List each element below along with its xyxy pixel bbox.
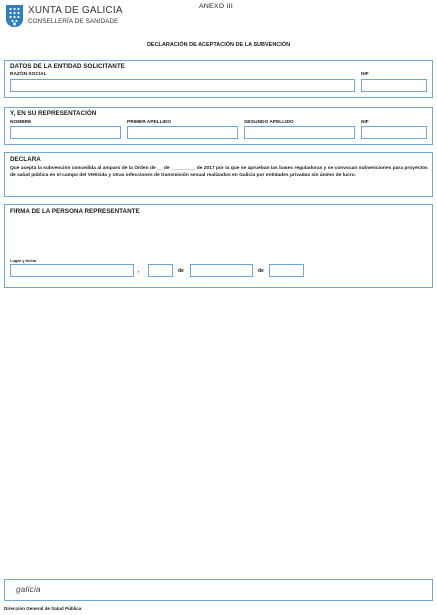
de-label-2: de [258, 268, 264, 274]
xunta-shield-icon [6, 5, 23, 27]
document-title: DECLARACIÓN DE ACEPTACIÓN DE LA SUBVENCIÓN [146, 42, 291, 48]
representative-section-title: Y, EN SU REPRESENTACIÓN [10, 110, 97, 117]
place-date-label: Lugar y fecha [10, 258, 37, 263]
org-name: XUNTA DE GALICIA [28, 5, 123, 16]
company-name-field[interactable] [10, 79, 355, 92]
entity-section-title: DATOS DE LA ENTIDAD SOLICITANTE [10, 63, 125, 70]
second-surname-label: SEGUNDO APELLIDO [244, 120, 294, 125]
month-field[interactable] [190, 264, 253, 277]
entity-nif-field[interactable] [361, 79, 427, 92]
year-field[interactable] [269, 264, 304, 277]
entity-nif-label: NIF [361, 72, 369, 77]
de-label-1: de [178, 268, 184, 274]
footer-text: Dirección General de Salud Pública [4, 606, 82, 611]
day-field[interactable] [148, 264, 173, 277]
second-surname-field[interactable] [244, 126, 355, 139]
place-field[interactable] [10, 264, 134, 277]
first-surname-field[interactable] [127, 126, 238, 139]
company-name-label: RAZÓN SOCIAL [10, 72, 47, 77]
footer-bar [4, 579, 433, 601]
department-name: CONSELLERÍA DE SANIDADE [28, 18, 119, 25]
representative-nif-field[interactable] [361, 126, 427, 139]
declaration-section-title: DECLARA [10, 156, 41, 163]
annex-label: ANEXO III [199, 3, 234, 10]
first-name-field[interactable] [10, 126, 121, 139]
comma-separator: , [138, 268, 140, 274]
declaration-text: Que acepta la subvención concedida al amparo de la Orden de __ de _________ de 2017 por la que se aprueban las bases reguladoras y se convocan subvenciones para proyectos de salud pública en el campo del VIH/sida y otras infecciones de transmisión sexual realizados en Galicia por entidades privadas sin ánimo de lucro. [10, 166, 428, 178]
representative-nif-label: NIF [361, 120, 369, 125]
galicia-logo: galicia [16, 585, 41, 594]
signature-section-title: FIRMA DE LA PERSONA REPRESENTANTE [10, 208, 140, 215]
first-surname-label: PRIMER APELLIDO [127, 120, 172, 125]
first-name-label: NOMBRE [10, 120, 32, 125]
